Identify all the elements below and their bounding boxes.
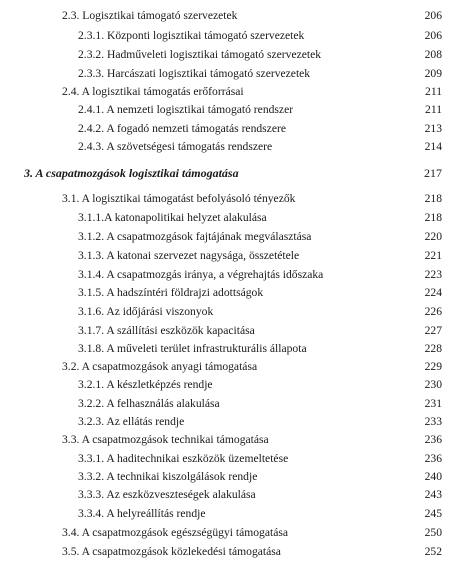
toc-entry-title: 3.2.1. A készletképzés rendje: [78, 378, 213, 391]
toc-entry-title: 2.3.2. Hadműveleti logisztikai támogató szervezetek: [78, 48, 322, 61]
toc-entry-title: 3.1. A logisztikai támogatást befolyásoló tényezők: [62, 192, 296, 205]
toc-entry-page-number: 220: [424, 230, 442, 243]
toc-entry: [0, 137, 476, 157]
toc-entry-title: 3.1.3. A katonai szervezet nagysága, összetétele: [78, 249, 300, 262]
toc-entry-title: 3.3.1. A haditechnikai eszközök üzemeltetése: [78, 452, 289, 465]
toc-entry: [0, 26, 476, 46]
toc-entry-page-number: 227: [424, 324, 442, 337]
toc-entry-title: 3.3. A csapatmozgások technikai támogatása: [62, 433, 269, 446]
toc-entry-page-number: 221: [424, 249, 442, 262]
toc-entry-title: 2.3.3. Harcászati logisztikai támogató szervezetek: [78, 67, 311, 80]
toc-entry-page-number: 228: [424, 342, 442, 355]
toc-entry-page-number: 226: [424, 305, 442, 318]
toc-entry-page-number: 218: [424, 211, 442, 224]
toc-entry: [0, 430, 476, 450]
toc-entry-page-number: 218: [424, 192, 442, 205]
toc-entry-title: 3.3.3. Az eszközveszteségek alakulása: [78, 488, 256, 501]
toc-entry: [0, 375, 476, 395]
toc-entry-title: 2.4.1. A nemzeti logisztikai támogató rendszer: [78, 103, 294, 116]
toc-entry: [0, 357, 476, 377]
toc-entry-page-number: 217: [424, 166, 442, 180]
toc-entry-title: 2.3. Logisztikai támogató szervezetek: [62, 9, 238, 22]
toc-entry-title: 2.4.3. A szövetségesi támogatás rendszere: [78, 140, 273, 153]
toc-entry-page-number: 223: [424, 268, 442, 281]
toc-entry-title: 2.3.1. Központi logisztikai támogató szervezetek: [78, 29, 305, 42]
toc-entry-title: 3.1.7. A szállítási eszközök kapacitása: [78, 324, 255, 337]
toc-entry-page-number: 213: [424, 122, 442, 135]
toc-entry-page-number: 208: [424, 48, 442, 61]
toc-entry-page-number: 231: [424, 397, 442, 410]
toc-entry: [0, 523, 476, 543]
toc-entry-page-number: 250: [424, 526, 442, 539]
toc-entry-title: 3.1.8. A műveleti terület infrastrukturális állapota: [78, 342, 307, 355]
toc-entry: [0, 64, 476, 84]
toc-entry-title: 2.4. A logisztikai támogatás erőforrásai: [62, 85, 244, 98]
toc-entry-page-number: 229: [424, 360, 442, 373]
toc-entry: [0, 412, 476, 432]
toc-entry: [0, 283, 476, 303]
toc-entry: [0, 6, 476, 26]
toc-entry-title: 3.2.2. A felhasználás alakulása: [78, 397, 220, 410]
toc-entry: [0, 189, 476, 209]
toc-entry-page-number: 233: [424, 415, 442, 428]
toc-entry-page-number: 206: [424, 29, 442, 42]
toc-entry-title: 2.4.2. A fogadó nemzeti támogatás rendszere: [78, 122, 286, 135]
toc-entry-page-number: 211: [425, 85, 442, 98]
toc-entry-title: 3.1.4. A csapatmozgás iránya, a végrehajtás időszaka: [78, 268, 324, 281]
toc-entry-title: 3.5. A csapatmozgások közlekedési támogatása: [62, 545, 281, 558]
toc-entry-title: 3.1.2. A csapatmozgások fajtájának megválasztása: [78, 230, 312, 243]
toc-entry-page-number: 224: [424, 286, 442, 299]
toc-entry-page-number: 236: [424, 433, 442, 446]
toc-entry: [0, 45, 476, 65]
toc-entry: [0, 227, 476, 247]
toc-entry: [0, 449, 476, 469]
toc-entry-title: 3.1.6. Az időjárási viszonyok: [78, 305, 214, 318]
toc-entry: [0, 100, 476, 120]
toc-entry: [0, 321, 476, 341]
toc-entry-title: 3.2. A csapatmozgások anyagi támogatása: [62, 360, 258, 373]
toc-entry-page-number: 240: [424, 470, 442, 483]
toc-entry: [0, 485, 476, 505]
toc-entry-page-number: 214: [424, 140, 442, 153]
toc-entry-title: 3.1.1.A katonapolitikai helyzet alakulása: [78, 211, 267, 224]
toc-entry-title: 3.3.4. A helyreállítás rendje: [78, 507, 206, 520]
toc-entry: [0, 542, 476, 562]
toc-entry-title: 3.2.3. Az ellátás rendje: [78, 415, 185, 428]
toc-entry: [0, 504, 476, 524]
toc-entry-page-number: 206: [424, 9, 442, 22]
toc-entry-page-number: 211: [425, 103, 442, 116]
toc-entry: [0, 163, 476, 183]
toc-entry-page-number: 209: [424, 67, 442, 80]
toc-entry: [0, 119, 476, 139]
toc-entry: [0, 302, 476, 322]
toc-entry-page-number: 236: [424, 452, 442, 465]
toc-entry: [0, 339, 476, 359]
toc-entry-title: 3. A csapatmozgások logisztikai támogatása: [24, 166, 239, 180]
toc-entry-page-number: 230: [424, 378, 442, 391]
toc-entry-page-number: 245: [424, 507, 442, 520]
toc-entry-page-number: 252: [424, 545, 442, 558]
toc-entry-title: 3.1.5. A hadszíntéri földrajzi adottságok: [78, 286, 264, 299]
toc-entry-title: 3.3.2. A technikai kiszolgálások rendje: [78, 470, 258, 483]
toc-entry: [0, 246, 476, 266]
toc-entry: [0, 467, 476, 487]
toc-entry-title: 3.4. A csapatmozgások egészségügyi támogatása: [62, 526, 289, 539]
toc-entry: [0, 82, 476, 102]
toc-entry: [0, 394, 476, 414]
toc-entry: [0, 208, 476, 228]
toc-entry: [0, 265, 476, 285]
toc-entry-page-number: 243: [424, 488, 442, 501]
